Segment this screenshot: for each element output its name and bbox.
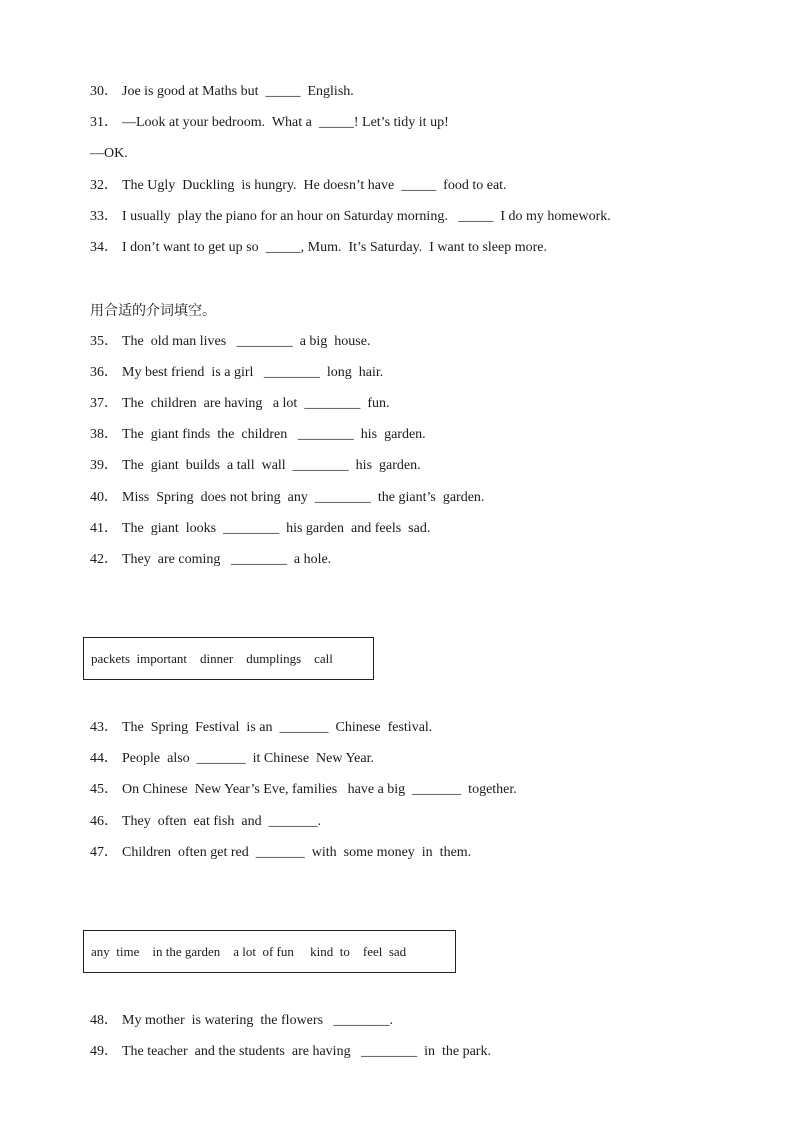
q-text: My mother is watering the flowers ________.	[122, 1013, 394, 1028]
word-bank-text: any time in the garden a lot of fun kind to feel sad	[91, 943, 407, 959]
q-text: The Ugly Duckling is hungry. He doesn’t have _____ food to eat.	[122, 178, 507, 193]
q-text: On Chinese New Year’s Eve, families have a big _______ together.	[122, 782, 517, 797]
q-number: 35．	[90, 334, 118, 349]
word-bank-box	[83, 637, 374, 680]
q-number: 42．	[90, 552, 118, 567]
q31-reply	[90, 146, 128, 162]
q45	[90, 782, 517, 798]
q-number: 47．	[90, 845, 118, 860]
q33	[90, 209, 611, 225]
q32	[90, 178, 507, 194]
q-text: —Look at your bedroom. What a _____! Let’s tidy it up!	[122, 115, 449, 130]
q-number: 40．	[90, 490, 118, 505]
q-text: They often eat fish and _______.	[122, 814, 322, 829]
q-text: My best friend is a girl ________ long hair.	[122, 365, 384, 380]
q35	[90, 334, 370, 350]
q37	[90, 396, 389, 412]
q-text: The teacher and the students are having ________ in the park.	[122, 1044, 491, 1059]
q-text: Miss Spring does not bring any ________ the giant’s garden.	[122, 490, 485, 505]
q-number: 37．	[90, 396, 118, 411]
q-text: I don’t want to get up so _____, Mum. It’s Saturday. I want to sleep more.	[122, 240, 547, 255]
q-number: 33．	[90, 209, 118, 224]
q-number: 49．	[90, 1044, 118, 1059]
q-text: The children are having a lot ________ fun.	[122, 396, 390, 411]
q41	[90, 521, 430, 537]
q-number: 46．	[90, 814, 118, 829]
q-number: 44．	[90, 751, 118, 766]
q-text: Joe is good at Maths but _____ English.	[122, 84, 354, 99]
q-text: They are coming ________ a hole.	[122, 552, 332, 567]
q30	[90, 84, 354, 100]
q36	[90, 365, 383, 381]
q42	[90, 552, 331, 568]
q31	[90, 115, 449, 131]
q48	[90, 1013, 393, 1029]
q-number: 34．	[90, 240, 118, 255]
q34	[90, 240, 547, 256]
q-text: The old man lives ________ a big house.	[122, 334, 371, 349]
q-number: 36．	[90, 365, 118, 380]
q-number: 41．	[90, 521, 118, 536]
q-text: —OK.	[90, 146, 128, 161]
q49	[90, 1044, 491, 1060]
q-number: 48．	[90, 1013, 118, 1028]
q38	[90, 427, 426, 443]
q-number: 30．	[90, 84, 118, 99]
q-text: I usually play the piano for an hour on Saturday morning. _____ I do my homework.	[122, 209, 611, 224]
section-title: 用合适的介词填空。	[90, 303, 216, 319]
word-bank-text: packets important dinner dumplings call	[91, 650, 333, 666]
q-number: 32．	[90, 178, 118, 193]
q43	[90, 720, 432, 736]
word-bank-box	[83, 930, 456, 973]
q-number: 31．	[90, 115, 118, 130]
q-text: People also _______ it Chinese New Year.	[122, 751, 374, 766]
q44	[90, 751, 374, 767]
q-number: 43．	[90, 720, 118, 735]
q47	[90, 845, 471, 861]
q-text: The giant finds the children ________ his garden.	[122, 427, 426, 442]
q-text: The giant builds a tall wall ________ his garden.	[122, 458, 421, 473]
q40	[90, 490, 484, 506]
q-text: The giant looks ________ his garden and feels sad.	[122, 521, 431, 536]
q-number: 38．	[90, 427, 118, 442]
q-number: 39．	[90, 458, 118, 473]
q46	[90, 814, 321, 830]
q39	[90, 458, 421, 474]
q-text: The Spring Festival is an _______ Chinese festival.	[122, 720, 433, 735]
q-number: 45．	[90, 782, 118, 797]
q-text: Children often get red _______ with some money in them.	[122, 845, 472, 860]
